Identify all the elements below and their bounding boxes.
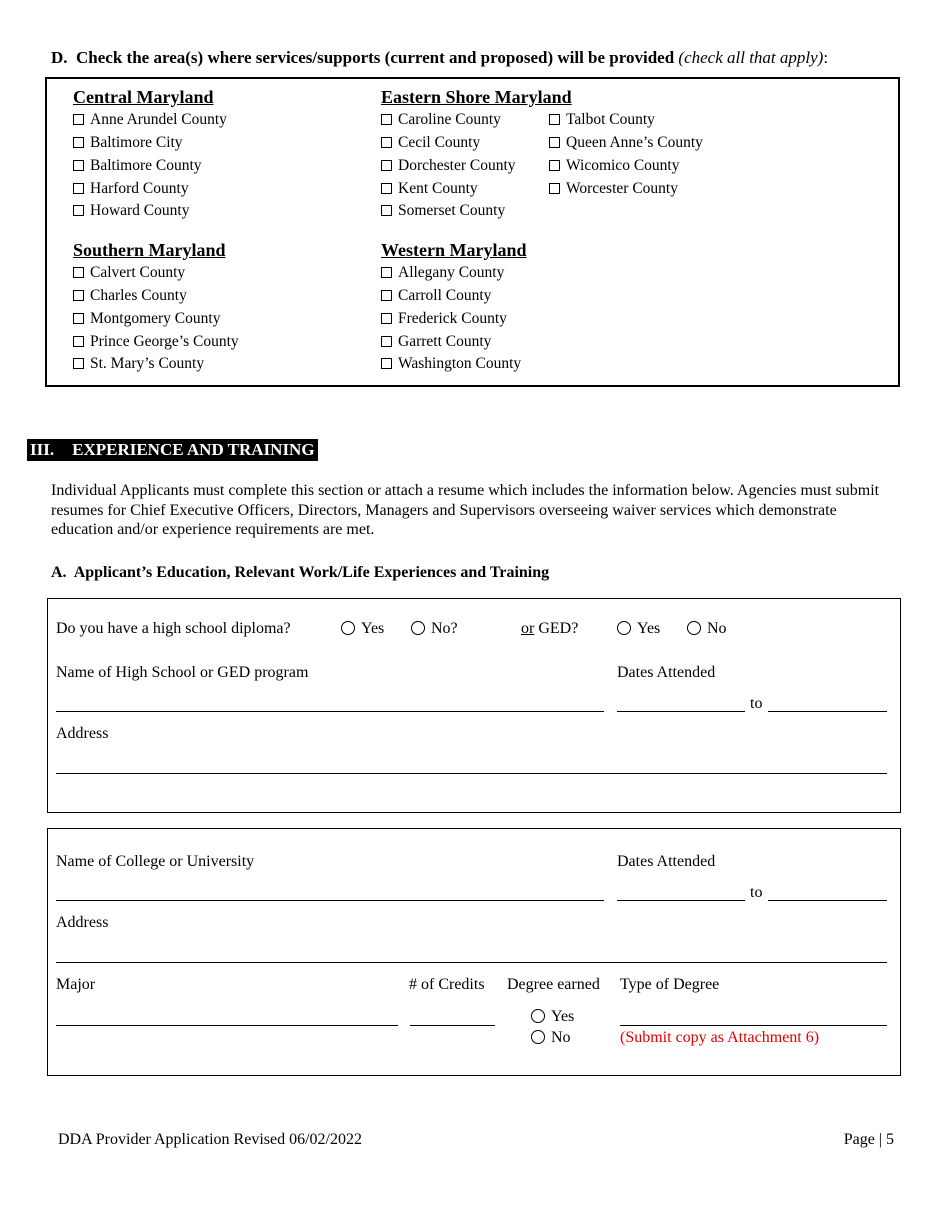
degree-earned-label: Degree earned (507, 976, 600, 993)
college-date-from-field[interactable] (617, 900, 745, 901)
hs-dates-label: Dates Attended (617, 664, 716, 681)
college-name-field[interactable] (56, 900, 604, 901)
radio-icon[interactable] (687, 621, 701, 635)
radio-icon[interactable] (531, 1009, 545, 1023)
college-address-field[interactable] (56, 962, 887, 963)
hs-name-label: Name of High School or GED program (56, 664, 309, 681)
major-label: Major (56, 976, 96, 993)
region-heading-eastern-shore: Eastern Shore Maryland (381, 87, 572, 107)
county-checkbox-garrett[interactable]: Garrett County (381, 333, 491, 351)
footer-revision: DDA Provider Application Revised 06/02/2022 (58, 1131, 362, 1148)
county-checkbox-talbot[interactable]: Talbot County (549, 111, 655, 129)
county-checkbox-charles[interactable]: Charles County (73, 287, 187, 305)
ged-question: or GED? (521, 620, 579, 637)
credits-label: # of Credits (409, 976, 485, 993)
ged-yes-radio[interactable]: Yes (617, 620, 660, 638)
checkbox-icon[interactable] (73, 205, 84, 216)
credits-field[interactable] (410, 1025, 495, 1026)
checkbox-icon[interactable] (381, 114, 392, 125)
checkbox-icon[interactable] (549, 137, 560, 148)
hs-address-label: Address (56, 725, 109, 742)
college-dates-label: Dates Attended (617, 853, 716, 870)
county-checkbox-baltimore-city[interactable]: Baltimore City (73, 134, 183, 152)
county-checkbox-cecil[interactable]: Cecil County (381, 134, 480, 152)
checkbox-icon[interactable] (73, 267, 84, 278)
hs-name-field[interactable] (56, 711, 604, 712)
checkbox-icon[interactable] (549, 160, 560, 171)
subsection-a-heading (51, 564, 549, 582)
checkbox-icon[interactable] (73, 336, 84, 347)
county-checkbox-calvert[interactable]: Calvert County (73, 264, 185, 282)
county-checkbox-caroline[interactable]: Caroline County (381, 111, 501, 129)
section-d-title: Check the area(s) where services/supports (current and proposed) will be provided (76, 48, 675, 67)
checkbox-icon[interactable] (73, 160, 84, 171)
checkbox-icon[interactable] (73, 183, 84, 194)
section-d-heading (51, 48, 828, 68)
county-checkbox-howard[interactable]: Howard County (73, 202, 189, 220)
county-checkbox-anne-arundel[interactable]: Anne Arundel County (73, 111, 227, 129)
hs-dates-to: to (750, 695, 763, 712)
checkbox-icon[interactable] (549, 183, 560, 194)
county-checkbox-dorchester[interactable]: Dorchester County (381, 157, 516, 175)
college-dates-to: to (750, 884, 763, 901)
diploma-yes-radio[interactable]: Yes (341, 620, 384, 638)
region-heading-southern: Southern Maryland (73, 240, 226, 260)
checkbox-icon[interactable] (381, 358, 392, 369)
county-checkbox-kent[interactable]: Kent County (381, 180, 478, 198)
degree-type-label: Type of Degree (620, 976, 720, 993)
degree-yes-radio[interactable]: Yes (531, 1008, 574, 1026)
checkbox-icon[interactable] (381, 137, 392, 148)
hs-address-field[interactable] (56, 773, 887, 774)
radio-icon[interactable] (531, 1030, 545, 1044)
checkbox-icon[interactable] (381, 290, 392, 301)
footer-page-number: Page | 5 (843, 1131, 894, 1148)
degree-type-field[interactable] (620, 1025, 887, 1026)
diploma-no-radio[interactable]: No? (411, 620, 458, 638)
checkbox-icon[interactable] (381, 336, 392, 347)
section-d-letter: D. (51, 48, 68, 67)
college-address-label: Address (56, 914, 109, 931)
county-checkbox-prince-georges[interactable]: Prince George’s County (73, 333, 239, 351)
section-d-colon: : (823, 48, 829, 67)
degree-no-radio[interactable]: No (531, 1029, 571, 1047)
checkbox-icon[interactable] (381, 205, 392, 216)
checkbox-icon[interactable] (73, 114, 84, 125)
county-checkbox-wicomico[interactable]: Wicomico County (549, 157, 679, 175)
checkbox-icon[interactable] (381, 267, 392, 278)
radio-icon[interactable] (411, 621, 425, 635)
college-name-label: Name of College or University (56, 853, 255, 870)
hs-date-from-field[interactable] (617, 711, 745, 712)
radio-icon[interactable] (341, 621, 355, 635)
radio-icon[interactable] (617, 621, 631, 635)
county-checkbox-queen-annes[interactable]: Queen Anne’s County (549, 134, 703, 152)
section-iii-intro: Individual Applicants must complete this section or attach a resume which includes the information below. Agencies must submit resumes for Chief Executive Officers, Directors, Managers and Supervisors overseeing waiver services which demonstrate education and/or experience requirements are met. (51, 482, 880, 538)
county-checkbox-carroll[interactable]: Carroll County (381, 287, 491, 305)
county-checkbox-washington[interactable]: Washington County (381, 355, 521, 373)
county-checkbox-somerset[interactable]: Somerset County (381, 202, 505, 220)
major-field[interactable] (56, 1025, 398, 1026)
region-heading-central: Central Maryland (73, 87, 214, 107)
checkbox-icon[interactable] (381, 160, 392, 171)
county-checkbox-allegany[interactable]: Allegany County (381, 264, 504, 282)
checkbox-icon[interactable] (73, 137, 84, 148)
checkbox-icon[interactable] (73, 313, 84, 324)
subsection-a-letter: A. (51, 564, 67, 581)
county-checkbox-harford[interactable]: Harford County (73, 180, 189, 198)
hs-date-to-field[interactable] (768, 711, 887, 712)
section-iii-number: III. (30, 440, 55, 459)
checkbox-icon[interactable] (73, 358, 84, 369)
county-checkbox-frederick[interactable]: Frederick County (381, 310, 507, 328)
checkbox-icon[interactable] (549, 114, 560, 125)
checkbox-icon[interactable] (381, 313, 392, 324)
county-checkbox-montgomery[interactable]: Montgomery County (73, 310, 220, 328)
checkbox-icon[interactable] (73, 290, 84, 301)
county-checkbox-worcester[interactable]: Worcester County (549, 180, 678, 198)
attachment-note: (Submit copy as Attachment 6) (620, 1029, 820, 1046)
region-heading-western: Western Maryland (381, 240, 527, 260)
diploma-question: Do you have a high school diploma? (56, 620, 291, 637)
subsection-a-title: Applicant’s Education, Relevant Work/Life Experiences and Training (73, 564, 550, 581)
county-checkbox-baltimore-county[interactable]: Baltimore County (73, 157, 202, 175)
checkbox-icon[interactable] (381, 183, 392, 194)
section-iii-heading (27, 439, 318, 461)
section-iii-title: EXPERIENCE AND TRAINING (72, 440, 315, 459)
county-checkbox-st-marys[interactable]: St. Mary’s County (73, 355, 204, 373)
section-d-note: (check all that apply) (678, 48, 824, 67)
college-date-to-field[interactable] (768, 900, 887, 901)
ged-no-radio[interactable]: No (687, 620, 727, 638)
